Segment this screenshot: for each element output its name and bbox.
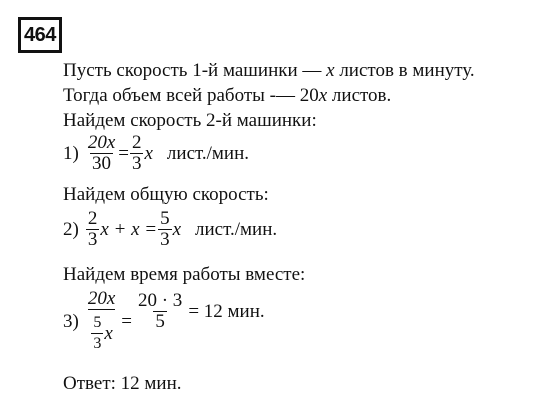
step-1-fraction-a-num: 20x — [87, 132, 116, 153]
text-line-3: Найдем скорость 2-й машинки: — [63, 110, 317, 131]
step-1-equals: = — [118, 142, 129, 164]
text-line-1-part-b: листов в минуту. — [339, 60, 475, 81]
step-2-fraction-b-den: 3 — [160, 229, 170, 250]
step-3-nested-variable: x — [104, 322, 113, 344]
step-3-fraction-b — [136, 291, 184, 332]
step-2-variable: x — [172, 218, 182, 240]
step-3-equals: = — [121, 310, 132, 332]
step-2-expression: x + x = — [100, 218, 158, 240]
step-1-fraction-a — [86, 133, 117, 174]
step-2-fraction-b-num: 5 — [160, 208, 170, 229]
step-2-equation — [63, 209, 277, 250]
step-3-nested-num: 5 — [93, 314, 102, 331]
variable-x: x — [318, 85, 328, 106]
text-line-4: Найдем общую скорость: — [63, 184, 269, 205]
variable-x: x — [326, 60, 335, 81]
step-3-label: 3) — [63, 310, 79, 332]
step-1-fraction-b — [130, 133, 144, 174]
text-line-2-part-b: листов. — [331, 85, 392, 106]
step-3-result: = 12 мин. — [188, 301, 265, 322]
step-3-equation — [63, 289, 265, 354]
step-3-fraction-a — [86, 289, 117, 354]
step-3-fraction-b-num: 20 · 3 — [137, 290, 183, 311]
step-2-unit: лист./мин. — [195, 218, 278, 240]
text-line-5: Найдем время работы вместе: — [63, 264, 306, 285]
answer-line: Ответ: 12 мин. — [63, 373, 182, 394]
step-2-fraction-a-den: 3 — [87, 229, 98, 250]
step-2-fraction-a — [86, 209, 100, 250]
step-1-equation — [63, 133, 249, 174]
step-1-fraction-b-num: 2 — [131, 132, 142, 153]
step-3-nested-fraction — [91, 313, 103, 354]
step-3-fraction-a-num: 20x — [87, 288, 116, 309]
step-1-fraction-a-den: 30 — [92, 153, 112, 174]
step-1-label: 1) — [63, 142, 79, 164]
step-1-unit: лист./мин. — [166, 142, 250, 164]
task-number-badge: 464 — [18, 17, 62, 53]
text-line-2-part-a: Тогда объем всей работы -— 20 — [63, 85, 319, 106]
step-1-variable: x — [144, 142, 153, 164]
step-2-fraction-b — [158, 209, 172, 250]
step-3-nested-den: 3 — [93, 335, 102, 352]
step-3-fraction-b-den: 5 — [155, 311, 165, 332]
text-line-1-part-a: Пусть скорость 1-й машинки — — [63, 60, 322, 81]
text-line-2 — [63, 85, 391, 107]
step-2-label: 2) — [63, 218, 79, 240]
step-1-fraction-b-den: 3 — [131, 153, 142, 174]
step-3-fraction-a-den — [88, 309, 114, 354]
step-2-fraction-a-num: 2 — [87, 208, 98, 229]
text-line-1 — [63, 60, 475, 82]
